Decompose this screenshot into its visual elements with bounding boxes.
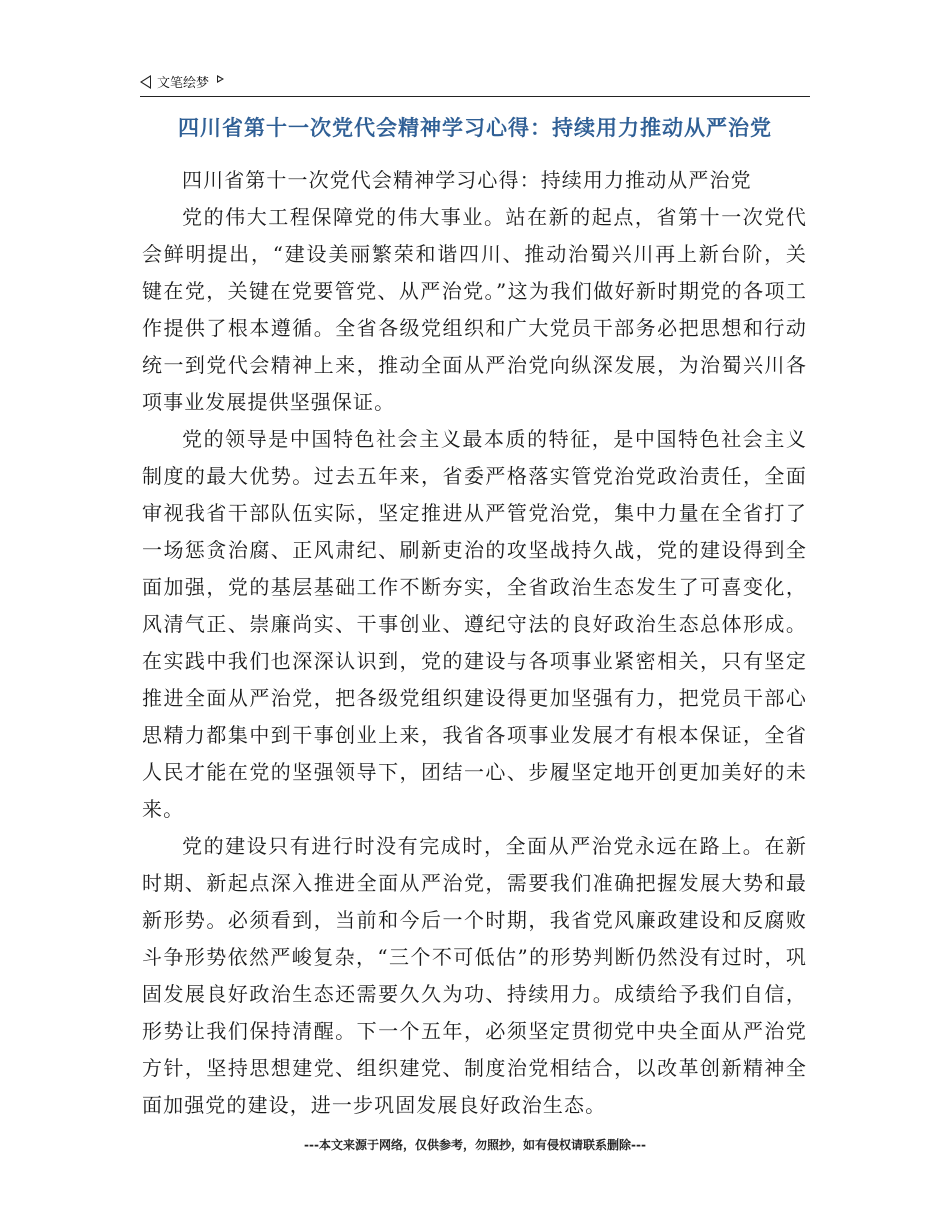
triangle-right-icon xyxy=(217,75,224,83)
brand-name: 文笔绘梦 xyxy=(157,76,210,91)
paragraph-subtitle: 四川省第十一次党代会精神学习心得：持续用力推动从严治党 xyxy=(182,168,752,192)
page-header xyxy=(140,70,810,97)
header-brand xyxy=(140,72,224,91)
paragraph: 党的建设只有进行时没有完成时，全面从严治党永远在路上。在新时期、新起点深入推进全面从严治党，需要我们准确把握发展大势和最新形势。必须看到，当前和今后一个时期，我省党风廉政建设和反腐败斗争形势依然严峻复杂，“三个不可低估”的形势判断仍然没有过时，巩固发展良好政治生态还需要久久为功、持续用力。成绩给予我们自信，形势让我们保持清醒。下一个五年，必须坚定贯彻党中央全面从严治党方针，坚持思想建党、组织建党、制度治党相结合，以改革创新精神全面加强党的建设，进一步巩固发展良好政治生态。 xyxy=(142,834,807,1117)
document-title: 四川省第十一次党代会精神学习心得：持续用力推动从严治党 xyxy=(178,116,772,140)
footer-notice: ---本文来源于网络，仅供参考，勿照抄，如有侵权请联系删除--- xyxy=(304,1138,646,1152)
triangle-left-icon xyxy=(140,75,151,89)
paragraph: 党的伟大工程保障党的伟大事业。站在新的起点，省第十一次党代会鲜明提出，“建设美丽繁荣和谐四川、推动治蜀兴川再上新台阶，关键在党，关键在党要管党、从严治党。”这为我们做好新时期党的各项工作提供了根本遵循。全省各级党组织和广大党员干部务必把思想和行动统一到党代会精神上来，推动全面从严治党向纵深发展，为治蜀兴川各项事业发展提供坚强保证。 xyxy=(142,205,807,414)
document-body xyxy=(142,162,807,1124)
paragraph: 党的领导是中国特色社会主义最本质的特征，是中国特色社会主义制度的最大优势。过去五年来，省委严格落实管党治党政治责任，全面审视我省干部队伍实际，坚定推进从严管党治党，集中力量在全省打了一场惩贪治腐、正风肃纪、刷新吏治的攻坚战持久战，党的建设得到全面加强，党的基层基础工作不断夯实，全省政治生态发生了可喜变化，风清气正、崇廉尚实、干事创业、遵纪守法的良好政治生态总体形成。在实践中我们也深深认识到，党的建设与各项事业紧密相关，只有坚定推进全面从严治党，把各级党组织建设得更加坚强有力，把党员干部心思精力都集中到干事创业上来，我省各项事业发展才有根本保证，全省人民才能在党的坚强领导下，团结一心、步履坚定地开创更加美好的未来。 xyxy=(142,427,807,821)
